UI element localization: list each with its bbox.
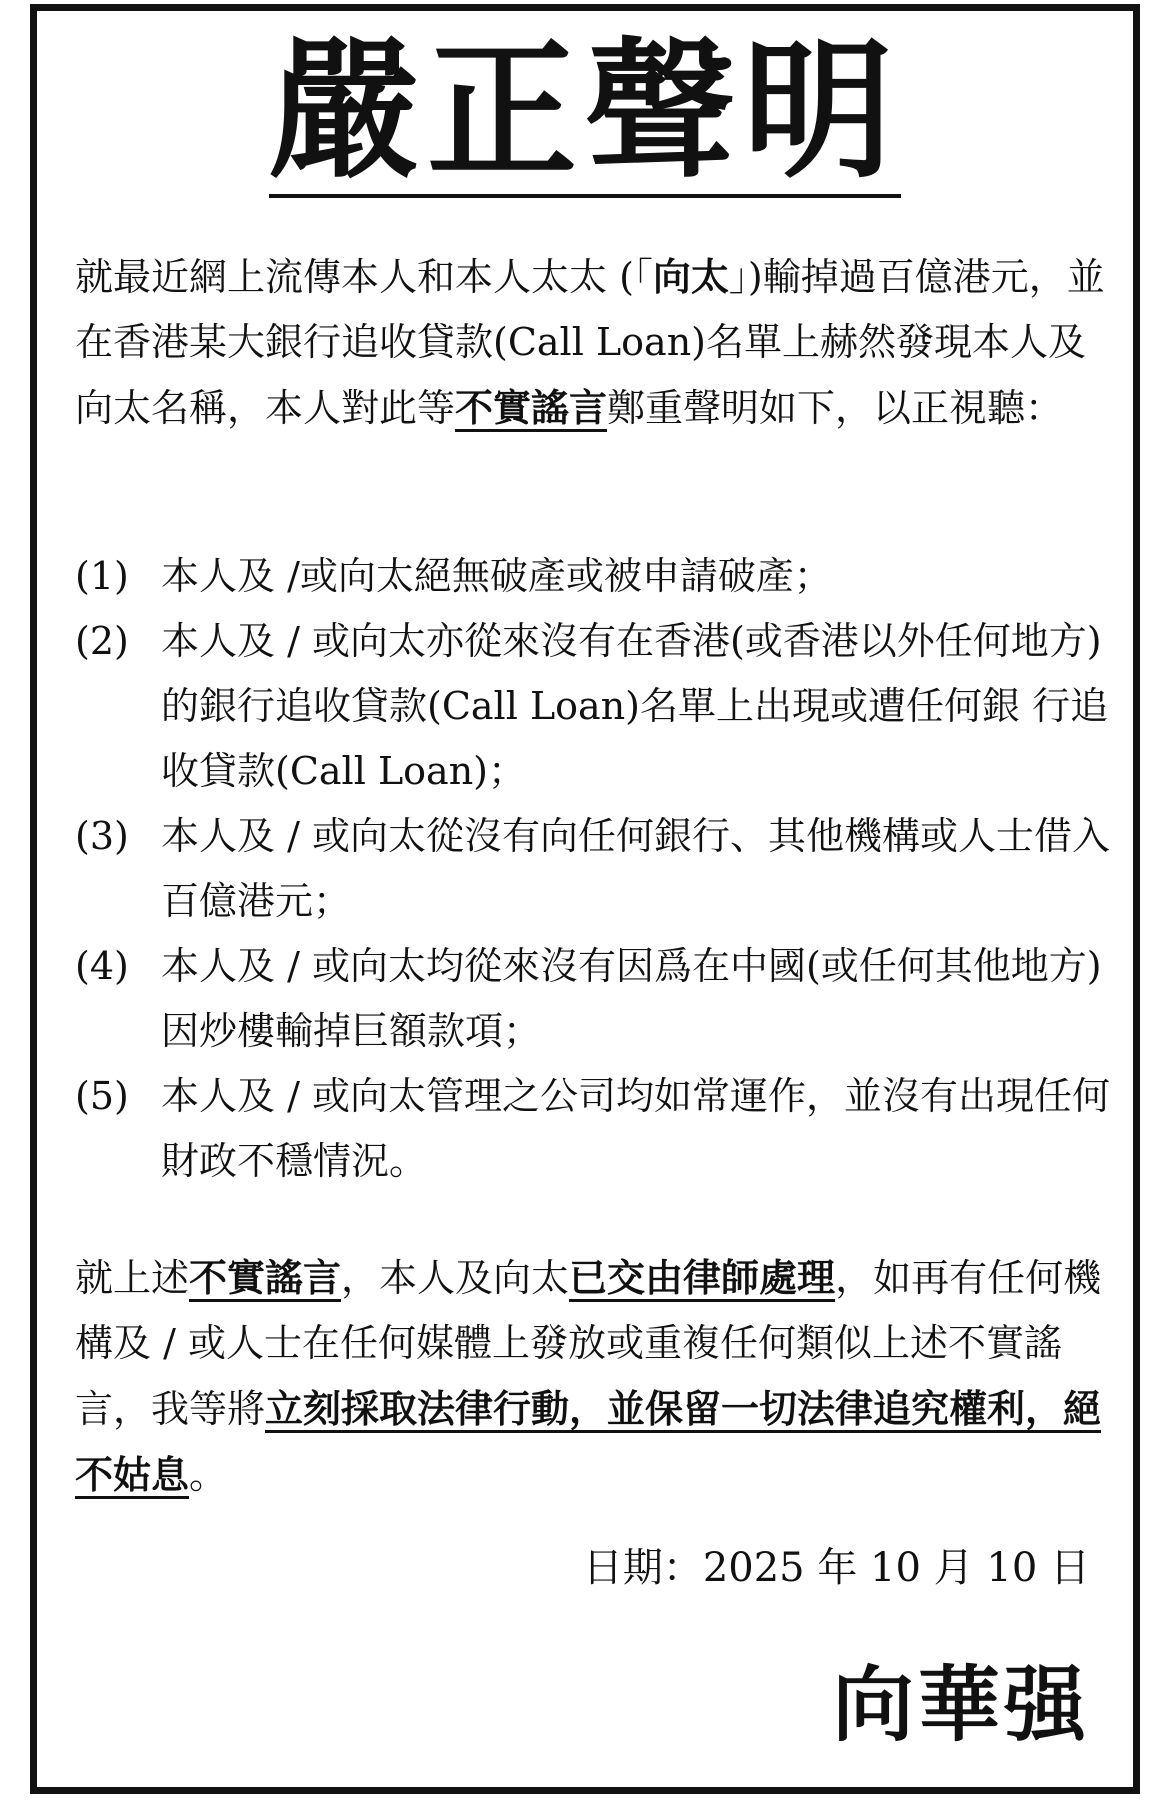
closing-text-7: 。 [189, 1453, 228, 1497]
intro-text-1: 就最近網上流傳本人和本人太太 (「 [75, 255, 653, 299]
closing-paragraph [75, 1245, 1120, 1508]
intro-text-5: 鄭重聲明如下，以正視聽： [607, 386, 1064, 430]
list-item-number: (5) [75, 1074, 129, 1118]
list-item [75, 1064, 1120, 1194]
list-item-number: (2) [75, 619, 129, 663]
list-item-number: (3) [75, 814, 129, 858]
intro-emphasis: 不實謠言 [455, 385, 608, 430]
statement-list [75, 544, 1120, 1194]
notice-title-wrap [0, 23, 1170, 199]
list-item [75, 544, 1120, 609]
list-item-text: 本人及 / 或向太均從來沒有因爲在中國(或任何其他地方)因炒樓輸掉巨額款項； [161, 944, 1102, 1053]
list-item [75, 934, 1120, 1064]
list-item-text: 本人及 / 或向太管理之公司均如常運作，並沒有出現任何財政不穩情況。 [161, 1074, 1110, 1183]
closing-text-5: ，如再有任何機構及 / 或人士在任何媒體上發放或重複任何類似上述不實謠言，我等將 [75, 1256, 1102, 1431]
intro-paragraph [75, 244, 1120, 441]
notice-date: 日期：2025 年 10 月 10 日 [582, 1545, 1090, 1591]
closing-emphasis-2: 已交由律師處理 [569, 1255, 836, 1300]
list-item-text: 本人及 / 或向太亦從來沒有在香港(或香港以外任何地方)的銀行追收貸款(Call Loan)名單上出現或遭任何銀 行追收貸款(Call Loan)； [161, 619, 1109, 793]
list-item-text: 本人及 /或向太絕無破產或被申請破產； [161, 554, 832, 598]
intro-text-3: 」)輸掉過百億港元，並在香港某大銀行追收貸款(Call Loan)名單上赫然發現本人及向太名稱，本人對此等 [75, 255, 1105, 430]
closing-text-3: ，本人及向太 [341, 1256, 570, 1300]
intro-text-2: 向太 [652, 254, 729, 299]
list-item-number: (1) [75, 554, 129, 598]
notice-title: 嚴正聲明 [268, 23, 901, 199]
list-item [75, 609, 1120, 804]
list-item-number: (4) [75, 944, 129, 988]
closing-text-1: 就上述 [75, 1256, 190, 1300]
list-item-text: 本人及 / 或向太從沒有向任何銀行、其他機構或人士借入百億港元； [161, 814, 1110, 923]
closing-emphasis-1: 不實謠言 [189, 1255, 342, 1300]
signature: 向華强 [831, 1657, 1090, 1753]
list-item [75, 804, 1120, 934]
closing-emphasis-3: 立刻採取法律行動，並保留一切法律追究權利，絕不姑息 [75, 1386, 1102, 1497]
